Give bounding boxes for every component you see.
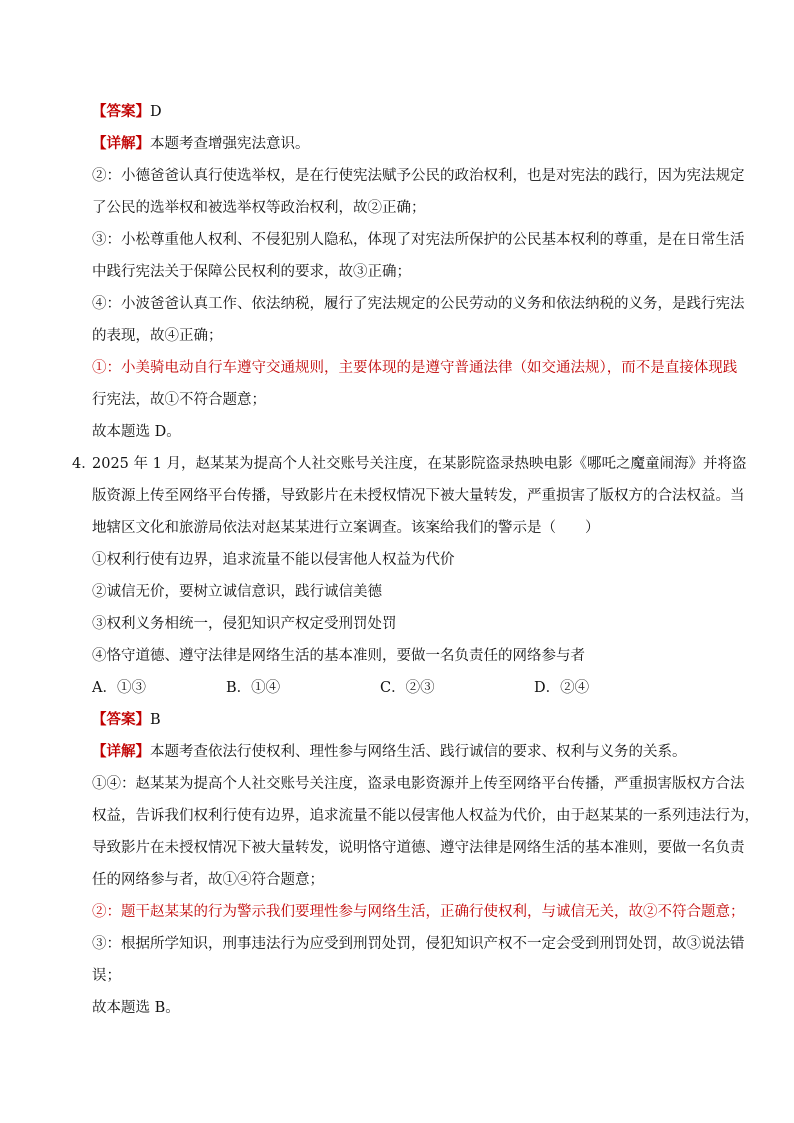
q3-answer-value: D — [150, 104, 162, 120]
q4-detail-line — [92, 742, 687, 762]
q4-statement: ③权利义务相统一，侵犯知识产权定受刑罚处罚 — [92, 616, 397, 632]
q4-explanation-line: 误； — [92, 968, 121, 984]
q4-option-b: B．①④ — [226, 680, 281, 696]
q3-explanation-line: 的表现，故④正确； — [92, 328, 223, 344]
q3-explanation-line: ②：小德爸爸认真行使选举权，是在行使宪法赋予公民的政治权利，也是对宪法的践行，因为宪法规定 — [92, 168, 745, 184]
q4-conclusion: 故本题选 B。 — [92, 1000, 180, 1016]
q4-option-c: C．②③ — [380, 680, 435, 696]
q3-explanation-line: ④：小波爸爸认真工作、依法纳税，履行了宪法规定的公民劳动的义务和依法纳税的义务，是践行宪法 — [92, 296, 745, 312]
q4-option-d: D．②④ — [534, 680, 590, 696]
q4-stem-line: 版资源上传至网络平台传播，导致影片在未授权情况下被大量转发，严重损害了版权方的合法权益。当 — [92, 488, 745, 504]
q4-explanation-line: 导致影片在未授权情况下被大量转发，说明恪守道德、遵守法律是网络生活的基本准则，要做一名负责 — [92, 840, 745, 856]
q3-detail-text: 本题考查增强宪法意识。 — [150, 136, 310, 152]
q4-explanation-line: 权益，告诉我们权利行使有边界，追求流量不能以侵害他人权益为代价，由于赵某某的一系列违法行为， — [92, 808, 759, 824]
q3-conclusion: 故本题选 D。 — [92, 424, 181, 440]
q3-detail-line — [92, 134, 310, 154]
q4-answer-value: B — [150, 712, 161, 728]
q4-statement: ②诚信无价，要树立诚信意识，践行诚信美德 — [92, 584, 382, 600]
q4-detail-text: 本题考查依法行使权利、理性参与网络生活、践行诚信的要求、权利与义务的关系。 — [150, 744, 687, 760]
q4-explanation-line: ①④：赵某某为提高个人社交账号关注度，盗录电影资源并上传至网络平台传播，严重损害版权方合法 — [92, 776, 745, 792]
q4-stem-line: 2025 年 1 月，赵某某为提高个人社交账号关注度，在某影院盗录热映电影《哪吒之魔童闹海》并将盗 — [92, 456, 747, 472]
q4-explanation-line: ③：根据所学知识，刑事违法行为应受到刑罚处罚，侵犯知识产权不一定会受到刑罚处罚，故③说法错 — [92, 936, 745, 952]
q4-answer-tag: 【答案】 — [92, 711, 150, 728]
q3-red-line-cont: 行宪法，故①不符合题意； — [92, 392, 266, 408]
q4-statement: ④恪守道德、遵守法律是网络生活的基本准则，要做一名负责任的网络参与者 — [92, 648, 585, 664]
q4-statement: ①权利行使有边界，追求流量不能以侵害他人权益为代价 — [92, 552, 455, 568]
q3-red-line: ①：小美骑电动自行车遵守交通规则，主要体现的是遵守普通法律（如交通法规），而不是直接体现践 — [92, 360, 738, 376]
q4-stem-line: 地辖区文化和旅游局依法对赵某某进行立案调查。该案给我们的警示是（ ） — [92, 520, 600, 536]
q3-detail-tag: 【详解】 — [92, 135, 150, 152]
q4-detail-tag: 【详解】 — [92, 743, 150, 760]
q4-explanation-line: 任的网络参与者，故①④符合题意； — [92, 872, 324, 888]
q3-explanation-line: ③：小松尊重他人权利、不侵犯别人隐私，体现了对宪法所保护的公民基本权利的尊重，是在日常生活 — [92, 232, 745, 248]
q4-answer-line — [92, 710, 161, 730]
q3-answer-line — [92, 102, 162, 122]
q4-option-a: A．①③ — [92, 680, 146, 696]
q4-number: 4． — [72, 456, 96, 472]
q3-explanation-line: 中践行宪法关于保障公民权利的要求，故③正确； — [92, 264, 411, 280]
q3-answer-tag: 【答案】 — [92, 103, 150, 120]
q4-red-line: ②：题干赵某某的行为警示我们要理性参与网络生活，正确行使权利，与诚信无关，故②不符合题意； — [92, 904, 745, 920]
q3-explanation-line: 了公民的选举权和被选举权等政治权利，故②正确； — [92, 200, 426, 216]
